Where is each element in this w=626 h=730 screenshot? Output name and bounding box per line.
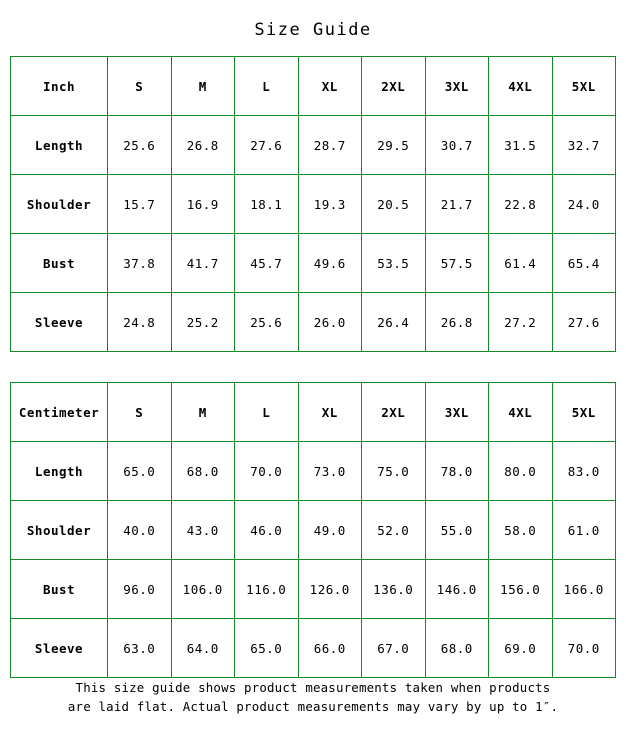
cell-cm-shoulder-l: 46.0 <box>235 501 299 560</box>
cell-cm-shoulder-2xl: 52.0 <box>362 501 426 560</box>
cell-inch-length-s: 25.6 <box>108 116 172 175</box>
inch-size-table <box>10 56 616 352</box>
row-label-length: Length <box>11 442 108 501</box>
cell-cm-sleeve-s: 63.0 <box>108 619 172 678</box>
cell-inch-bust-3xl: 57.5 <box>425 234 489 293</box>
cell-cm-shoulder-xl: 49.0 <box>298 501 362 560</box>
cell-inch-bust-4xl: 61.4 <box>489 234 553 293</box>
column-header-3xl: 3XL <box>425 383 489 442</box>
cell-cm-shoulder-5xl: 61.0 <box>552 501 616 560</box>
cell-inch-shoulder-4xl: 22.8 <box>489 175 553 234</box>
cell-cm-length-2xl: 75.0 <box>362 442 426 501</box>
column-header-l: L <box>235 57 299 116</box>
cell-inch-shoulder-s: 15.7 <box>108 175 172 234</box>
cell-inch-length-2xl: 29.5 <box>362 116 426 175</box>
row-label-bust: Bust <box>11 234 108 293</box>
cell-cm-shoulder-3xl: 55.0 <box>425 501 489 560</box>
cell-cm-bust-m: 106.0 <box>171 560 235 619</box>
cell-inch-shoulder-5xl: 24.0 <box>552 175 616 234</box>
column-header-5xl: 5XL <box>552 57 616 116</box>
table-row <box>11 560 616 619</box>
column-header-4xl: 4XL <box>489 383 553 442</box>
table-header-row <box>11 383 616 442</box>
column-header-xl: XL <box>298 383 362 442</box>
row-label-bust: Bust <box>11 560 108 619</box>
cell-inch-shoulder-3xl: 21.7 <box>425 175 489 234</box>
table-row <box>11 234 616 293</box>
column-header-s: S <box>108 383 172 442</box>
cell-inch-sleeve-4xl: 27.2 <box>489 293 553 352</box>
cell-inch-sleeve-3xl: 26.8 <box>425 293 489 352</box>
column-header-5xl: 5XL <box>552 383 616 442</box>
cell-inch-shoulder-l: 18.1 <box>235 175 299 234</box>
cell-inch-bust-xl: 49.6 <box>298 234 362 293</box>
cell-inch-shoulder-xl: 19.3 <box>298 175 362 234</box>
cell-inch-bust-l: 45.7 <box>235 234 299 293</box>
column-header-xl: XL <box>298 57 362 116</box>
cell-cm-bust-2xl: 136.0 <box>362 560 426 619</box>
cell-inch-bust-5xl: 65.4 <box>552 234 616 293</box>
footnote-line-2: are laid flat. Actual product measurements may vary by up to 1″. <box>67 699 559 714</box>
row-label-length: Length <box>11 116 108 175</box>
cell-inch-length-m: 26.8 <box>171 116 235 175</box>
cell-cm-shoulder-m: 43.0 <box>171 501 235 560</box>
cell-inch-length-l: 27.6 <box>235 116 299 175</box>
column-header-l: L <box>235 383 299 442</box>
cell-cm-length-xl: 73.0 <box>298 442 362 501</box>
unit-label-inch: Inch <box>11 57 108 116</box>
cell-cm-bust-3xl: 146.0 <box>425 560 489 619</box>
footnote-line-1: This size guide shows product measurements taken when products <box>75 680 551 695</box>
column-header-3xl: 3XL <box>425 57 489 116</box>
cell-cm-sleeve-l: 65.0 <box>235 619 299 678</box>
table-row <box>11 619 616 678</box>
cell-inch-length-xl: 28.7 <box>298 116 362 175</box>
cell-cm-shoulder-s: 40.0 <box>108 501 172 560</box>
cell-cm-sleeve-3xl: 68.0 <box>425 619 489 678</box>
cell-cm-shoulder-4xl: 58.0 <box>489 501 553 560</box>
cell-inch-length-5xl: 32.7 <box>552 116 616 175</box>
cell-cm-sleeve-m: 64.0 <box>171 619 235 678</box>
cell-inch-length-4xl: 31.5 <box>489 116 553 175</box>
cell-cm-length-s: 65.0 <box>108 442 172 501</box>
column-header-m: M <box>171 57 235 116</box>
cell-cm-length-m: 68.0 <box>171 442 235 501</box>
table-row <box>11 442 616 501</box>
table-spacer <box>0 352 626 382</box>
cell-cm-bust-5xl: 166.0 <box>552 560 616 619</box>
cell-inch-sleeve-xl: 26.0 <box>298 293 362 352</box>
cell-inch-bust-m: 41.7 <box>171 234 235 293</box>
row-label-shoulder: Shoulder <box>11 175 108 234</box>
cell-cm-length-3xl: 78.0 <box>425 442 489 501</box>
cell-inch-shoulder-m: 16.9 <box>171 175 235 234</box>
centimeter-table-wrapper <box>0 382 626 678</box>
cell-cm-bust-xl: 126.0 <box>298 560 362 619</box>
inch-table-wrapper <box>0 56 626 352</box>
column-header-2xl: 2XL <box>362 57 426 116</box>
column-header-2xl: 2XL <box>362 383 426 442</box>
cell-inch-length-3xl: 30.7 <box>425 116 489 175</box>
cell-cm-bust-l: 116.0 <box>235 560 299 619</box>
cell-inch-sleeve-l: 25.6 <box>235 293 299 352</box>
cell-cm-sleeve-5xl: 70.0 <box>552 619 616 678</box>
cell-cm-sleeve-2xl: 67.0 <box>362 619 426 678</box>
cell-cm-sleeve-xl: 66.0 <box>298 619 362 678</box>
row-label-sleeve: Sleeve <box>11 293 108 352</box>
cell-inch-sleeve-m: 25.2 <box>171 293 235 352</box>
cell-inch-shoulder-2xl: 20.5 <box>362 175 426 234</box>
unit-label-centimeter: Centimeter <box>11 383 108 442</box>
cell-cm-bust-4xl: 156.0 <box>489 560 553 619</box>
table-row <box>11 293 616 352</box>
cell-inch-sleeve-s: 24.8 <box>108 293 172 352</box>
table-header-row <box>11 57 616 116</box>
table-row <box>11 175 616 234</box>
cell-inch-bust-2xl: 53.5 <box>362 234 426 293</box>
column-header-s: S <box>108 57 172 116</box>
cell-cm-length-l: 70.0 <box>235 442 299 501</box>
page-title: Size Guide <box>254 20 372 40</box>
row-label-sleeve: Sleeve <box>11 619 108 678</box>
column-header-m: M <box>171 383 235 442</box>
table-row <box>11 116 616 175</box>
cell-cm-length-5xl: 83.0 <box>552 442 616 501</box>
table-row <box>11 501 616 560</box>
centimeter-size-table <box>10 382 616 678</box>
cell-cm-length-4xl: 80.0 <box>489 442 553 501</box>
column-header-4xl: 4XL <box>489 57 553 116</box>
cell-cm-sleeve-4xl: 69.0 <box>489 619 553 678</box>
cell-inch-sleeve-5xl: 27.6 <box>552 293 616 352</box>
cell-inch-bust-s: 37.8 <box>108 234 172 293</box>
row-label-shoulder: Shoulder <box>11 501 108 560</box>
cell-inch-sleeve-2xl: 26.4 <box>362 293 426 352</box>
footnote <box>0 678 626 730</box>
cell-cm-bust-s: 96.0 <box>108 560 172 619</box>
